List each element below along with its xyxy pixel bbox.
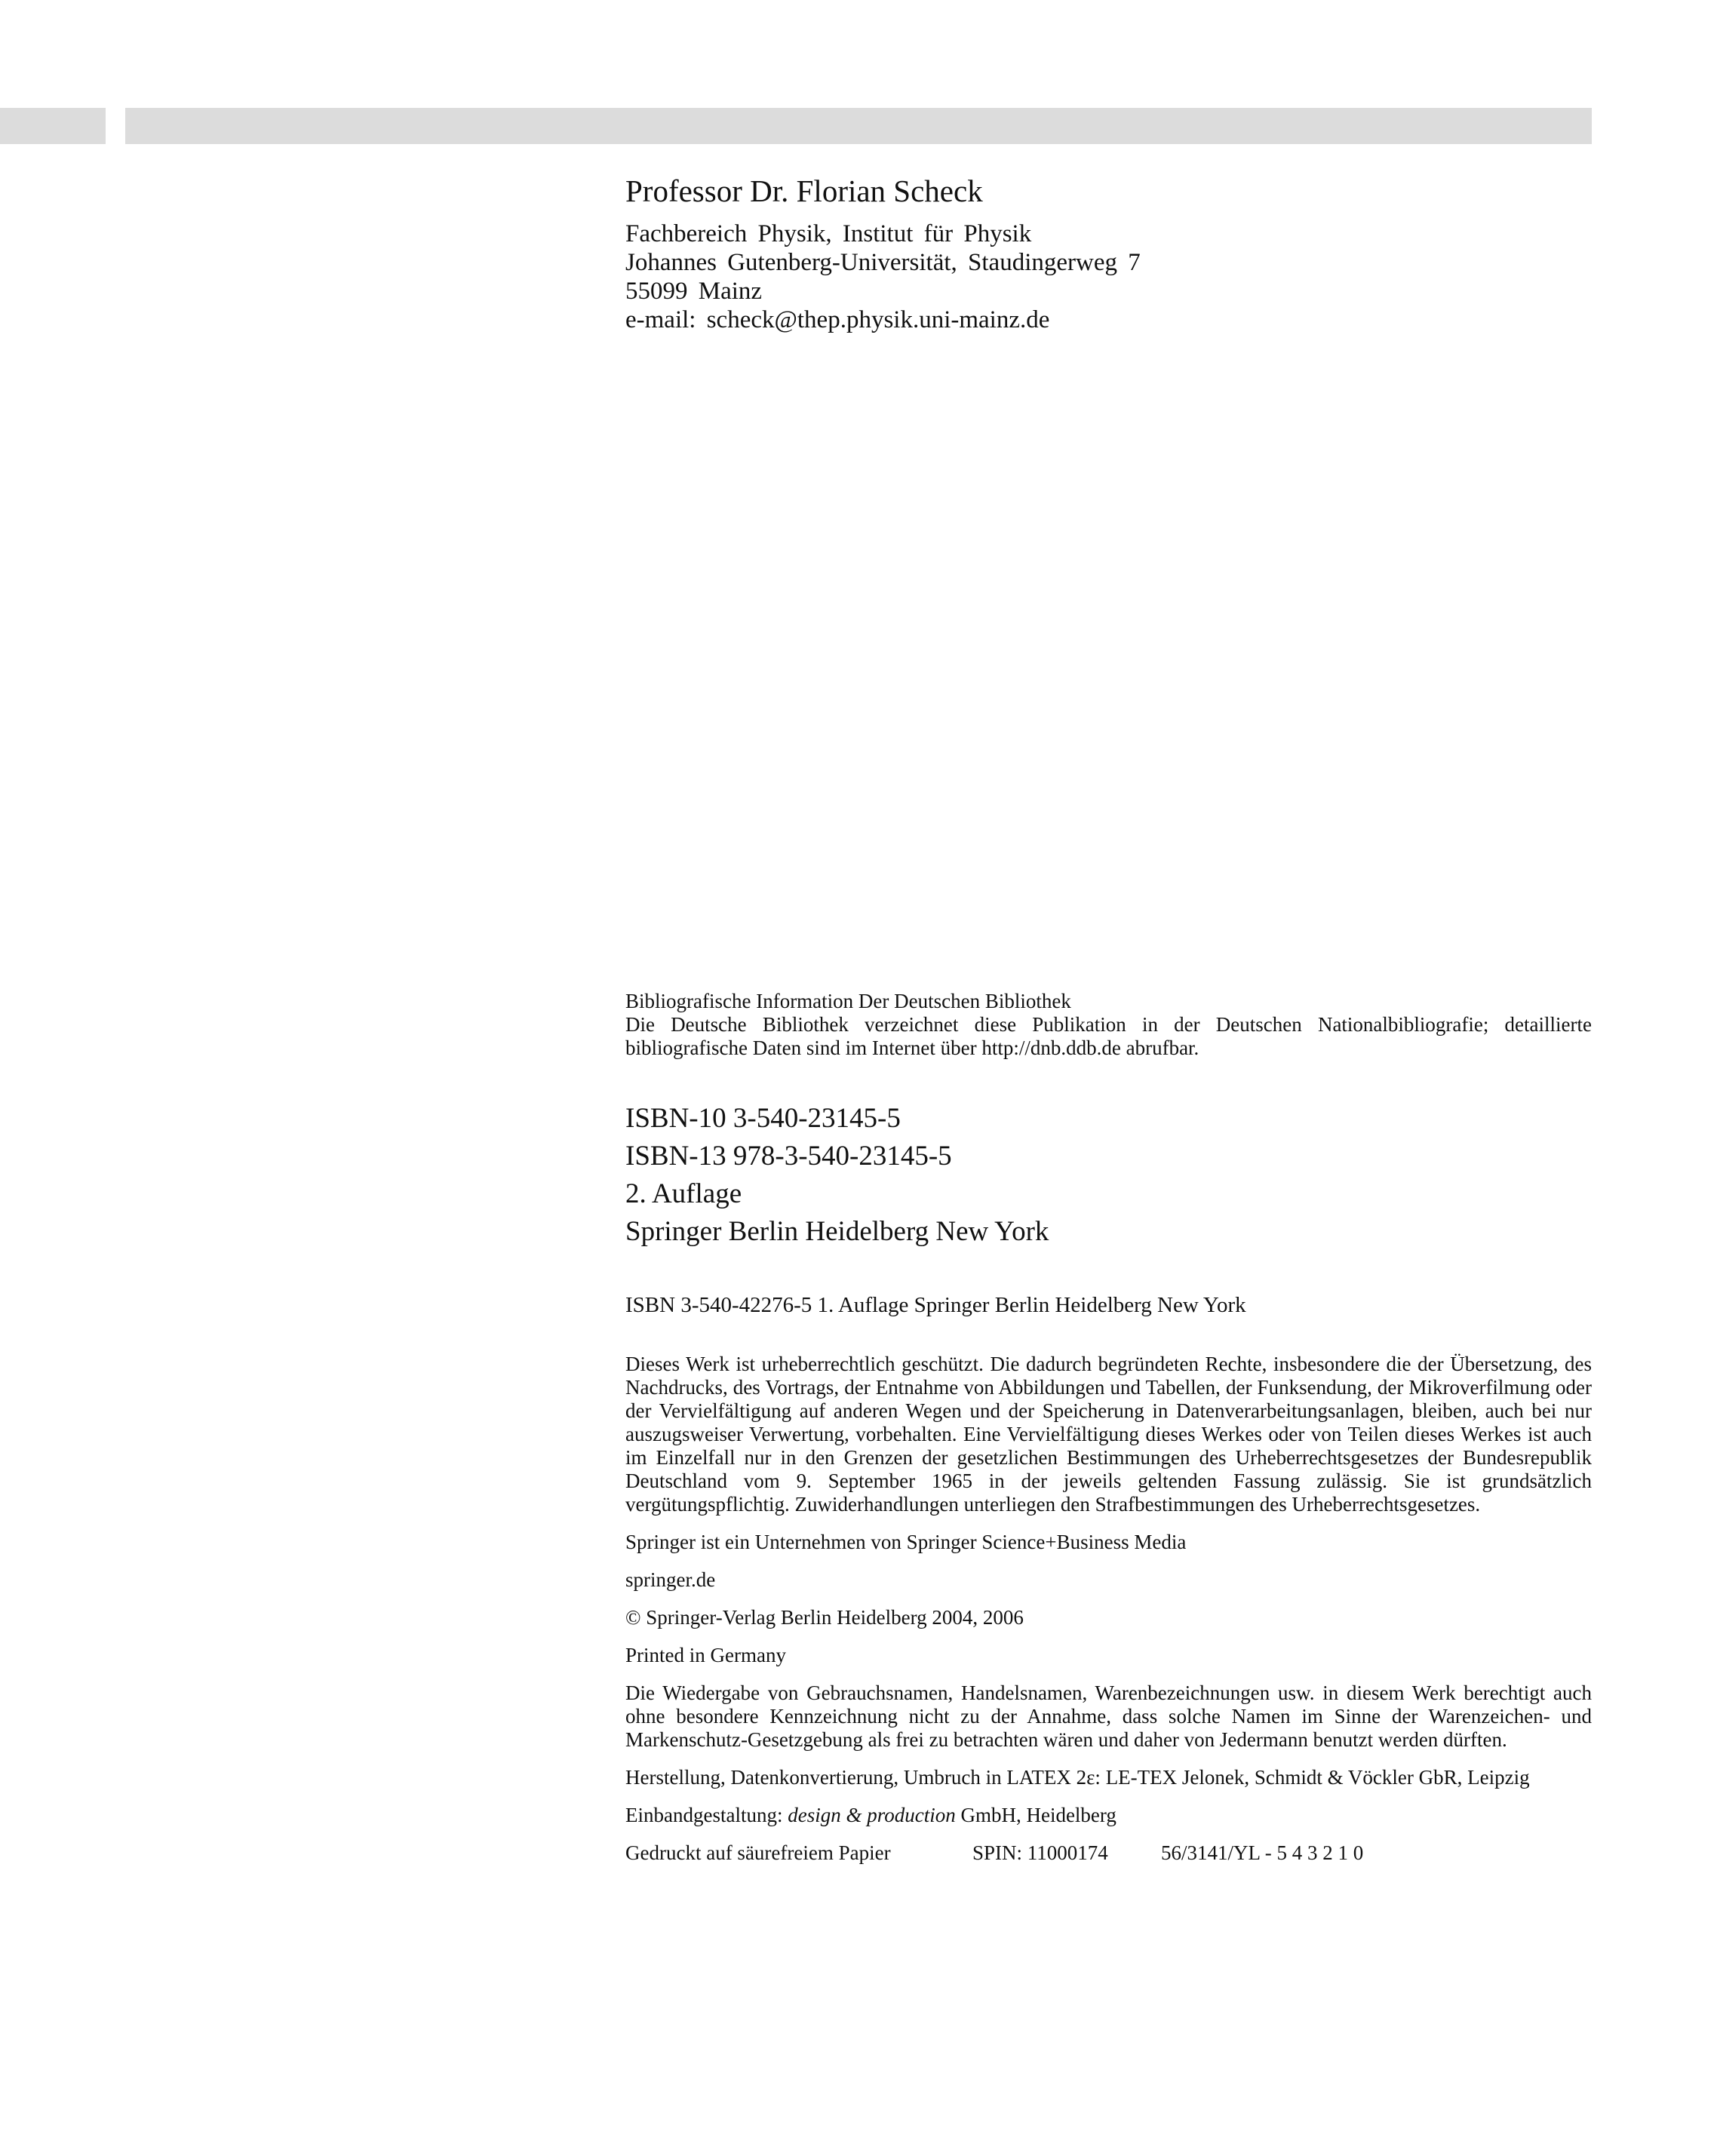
copyright-line: © Springer-Verlag Berlin Heidelberg 2004, 2006 <box>625 1606 1024 1629</box>
print-code: 56/3141/YL - 5 4 3 2 1 0 <box>1161 1841 1364 1864</box>
cover-design-line <box>625 1804 1592 1827</box>
trademark-notice: Die Wiedergabe von Gebrauchsnamen, Handelsnamen, Warenbezeichnungen usw. in diesem Werk berechtigt auch ohne besondere Kennzeichnung nicht zu der Annahme, dass solche Namen im Sinne der Warenzeichen- und Markenschutz-Gesetzgebung als frei zu betrachten wären und daher von Jedermann benutzt werden dürften. <box>625 1681 1592 1751</box>
isbn-block <box>625 1100 1592 1251</box>
header-bar-left <box>0 108 106 144</box>
production-line: Herstellung, Datenkonvertierung, Umbruch in LATEX 2ε: LE-TEX Jelonek, Schmidt & Vöckler GbR, Leipzig <box>625 1766 1530 1789</box>
author-address-line: 55099 Mainz <box>625 278 763 305</box>
first-edition-isbn: ISBN 3-540-42276-5 1. Auflage Springer Berlin Heidelberg New York <box>625 1293 1246 1317</box>
header-bar-right <box>125 108 1592 144</box>
publisher-website: springer.de <box>625 1568 716 1591</box>
author-name: Professor Dr. Florian Scheck <box>625 174 983 208</box>
author-email: e-mail: scheck@thep.physik.uni-mainz.de <box>625 306 1050 333</box>
bibliographic-info <box>625 990 1592 1060</box>
paper-note: Gedruckt auf säurefreiem Papier <box>625 1841 891 1864</box>
isbn-10: ISBN-10 3-540-23145-5 <box>625 1103 901 1134</box>
spin-number: SPIN: 11000174 <box>972 1841 1108 1864</box>
author-address-line: Fachbereich Physik, Institut für Physik <box>625 220 1032 247</box>
print-info-row <box>625 1841 1592 1865</box>
legal-block <box>625 1353 1592 1865</box>
company-note: Springer ist ein Unternehmen von Springer Science+Business Media <box>625 1531 1187 1553</box>
isbn-13: ISBN-13 978-3-540-23145-5 <box>625 1141 952 1172</box>
copyright-notice: Dieses Werk ist urheberrechtlich geschützt. Die dadurch begründeten Rechte, insbesondere die der Übersetzung, des Nachdrucks, des Vortrags, der Entnahme von Abbildungen und Tabellen, der Funksendung, der Mikroverfilmung oder der Vervielfältigung auf anderen Wegen und der Speicherung in Datenverarbeitungsanlagen, bleiben, auch bei nur auszugsweiser Verwertung, vorbehalten. Eine Vervielfältigung dieses Werkes oder von Teilen dieses Werkes ist auch im Einzelfall nur in den Grenzen der gesetzlichen Bestimmungen des Urheberrechtsgesetzes der Bundesrepublik Deutschland vom 9. September 1965 in der jeweils geltenden Fassung zulässig. Sie ist grundsätzlich vergütungspflichtig. Zuwiderhandlungen unterliegen den Strafbestimmungen des Urheberrechtsgesetzes. <box>625 1353 1592 1516</box>
cover-suffix: GmbH, Heidelberg <box>955 1804 1116 1826</box>
author-block <box>625 170 1592 334</box>
biblio-text: Die Deutsche Bibliothek verzeichnet diese Publikation in der Deutschen Nationalbibliografie; detaillierte bibliografische Daten sind im Internet über http://dnb.ddb.de abrufbar. <box>625 1013 1592 1059</box>
edition: 2. Auflage <box>625 1178 742 1209</box>
printed-in: Printed in Germany <box>625 1644 786 1666</box>
cover-prefix: Einbandgestaltung: <box>625 1804 788 1826</box>
cover-italic: design & production <box>788 1804 956 1826</box>
author-address-line: Johannes Gutenberg-Universität, Staudingerweg 7 <box>625 249 1141 276</box>
publisher: Springer Berlin Heidelberg New York <box>625 1216 1049 1247</box>
biblio-heading: Bibliografische Information Der Deutschen Bibliothek <box>625 990 1071 1012</box>
production-block <box>625 1766 1592 1827</box>
copyright-block <box>625 1606 1592 1667</box>
